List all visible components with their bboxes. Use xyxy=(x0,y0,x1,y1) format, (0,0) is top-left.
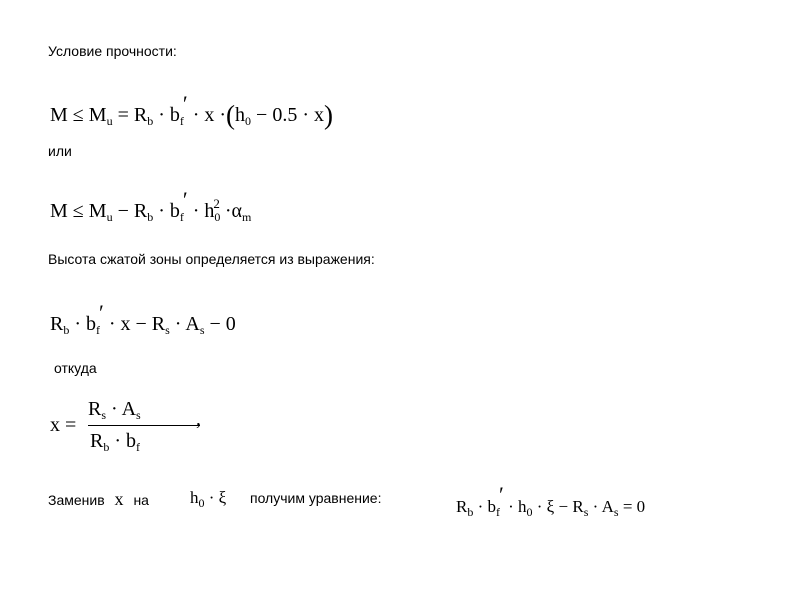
operator: = xyxy=(65,414,77,436)
symbol: R xyxy=(456,497,468,516)
symbol: x xyxy=(313,104,324,126)
symbol: h xyxy=(235,104,246,126)
operator: · xyxy=(74,313,82,335)
operator: · xyxy=(174,313,182,335)
get-equation-label: получим уравнение: xyxy=(250,490,382,506)
formula-x-fraction xyxy=(50,398,220,464)
operator: · xyxy=(111,398,118,420)
symbol: x xyxy=(204,104,215,126)
symbol: M xyxy=(50,200,68,222)
prime: ′ xyxy=(99,300,104,325)
symbol: R xyxy=(90,430,104,452)
symbol: R xyxy=(88,398,102,420)
symbol: M xyxy=(88,104,107,126)
on-word: на xyxy=(133,492,149,508)
operator: · xyxy=(477,497,484,516)
symbol: M xyxy=(50,104,68,126)
subscript: 0 xyxy=(526,505,533,519)
symbol: h xyxy=(190,488,199,507)
subscript: m xyxy=(242,210,252,224)
operator: · xyxy=(219,104,227,126)
subscript: s xyxy=(101,408,107,422)
symbol: h xyxy=(204,200,215,222)
formula-final-equation xyxy=(456,484,645,518)
heading-strength-condition: Условие прочности: xyxy=(48,43,177,59)
operator: = xyxy=(117,104,129,126)
subscript: f xyxy=(179,210,184,224)
subscript: u xyxy=(106,114,113,128)
prime: ′ xyxy=(182,187,188,212)
symbol: R xyxy=(572,497,584,516)
operator: · xyxy=(158,200,165,222)
symbol: ξ xyxy=(218,488,227,507)
subscript: 0 xyxy=(214,210,221,224)
symbol: α xyxy=(231,200,243,222)
symbol: R xyxy=(151,313,166,335)
fraction-lhs xyxy=(50,414,76,437)
subscript: u xyxy=(106,210,113,224)
subscript: f xyxy=(179,114,184,128)
or-label: или xyxy=(48,143,72,159)
symbol: R xyxy=(133,104,148,126)
operator: · xyxy=(208,488,215,507)
symbol: b xyxy=(487,497,497,516)
paren: ) xyxy=(323,100,333,130)
subscript: f xyxy=(136,440,141,454)
subscript: s xyxy=(613,505,619,519)
whence-label: откуда xyxy=(54,360,97,376)
formula-strength-condition xyxy=(50,93,333,129)
symbol: h xyxy=(518,497,527,516)
subscript: s xyxy=(165,323,170,337)
operator: ≤ xyxy=(72,200,84,222)
symbol-x: x xyxy=(114,489,124,509)
subscript: b xyxy=(467,505,474,519)
prime: ′ xyxy=(182,91,188,116)
formula-equilibrium xyxy=(50,302,236,336)
operator: · xyxy=(114,430,122,452)
prime: ′ xyxy=(499,482,504,507)
fraction-comma: , xyxy=(196,408,201,430)
heading-compressed-zone: Высота сжатой зоны определяется из выражения: xyxy=(48,251,375,267)
subscript: 0 xyxy=(245,114,252,128)
symbol: M xyxy=(88,200,107,222)
symbol: A xyxy=(185,313,200,335)
number: 0.5 xyxy=(272,104,298,126)
subscript: s xyxy=(136,408,141,422)
subscript: f xyxy=(96,323,101,337)
subscript: b xyxy=(147,210,154,224)
symbol: x xyxy=(50,414,60,436)
formula-strength-alpha xyxy=(50,189,251,223)
fraction-bar xyxy=(88,425,200,426)
operator: · xyxy=(536,497,543,516)
paren: ( xyxy=(226,100,236,130)
subscript: b xyxy=(63,323,70,337)
operator: ≤ xyxy=(72,104,84,126)
replacing-label xyxy=(48,490,149,508)
operator: · xyxy=(108,313,116,335)
symbol: ξ xyxy=(546,497,555,516)
operator: · xyxy=(192,200,200,222)
subscript: s xyxy=(583,505,589,519)
symbol: b xyxy=(126,430,137,452)
subscript: 0 xyxy=(198,496,205,510)
number: 0 xyxy=(636,497,646,516)
operator: · xyxy=(508,497,514,516)
operator: − xyxy=(135,313,147,335)
number: 0 xyxy=(225,313,236,335)
replacing-word: Заменив xyxy=(48,492,105,508)
operator: · xyxy=(302,104,309,126)
fraction-numerator xyxy=(88,398,141,423)
operator: − xyxy=(256,104,268,126)
subscript: f xyxy=(496,505,501,519)
subscript: b xyxy=(147,114,154,128)
symbol: b xyxy=(169,200,180,222)
symbol: x xyxy=(120,313,131,335)
symbol: b xyxy=(169,104,180,126)
symbol: b xyxy=(86,313,97,335)
fraction-denominator xyxy=(90,430,140,455)
operator: · xyxy=(158,104,165,126)
symbol: A xyxy=(121,398,137,420)
operator: − xyxy=(209,313,221,335)
operator: · xyxy=(592,497,599,516)
symbol: R xyxy=(50,313,64,335)
subscript: s xyxy=(199,323,205,337)
operator: · xyxy=(224,200,232,222)
subscript: b xyxy=(103,440,110,454)
formula-h0-xi xyxy=(190,489,226,509)
operator: − xyxy=(117,200,129,222)
superscript: 2 xyxy=(213,196,220,211)
operator: = xyxy=(622,497,633,516)
operator: · xyxy=(192,104,200,126)
symbol: R xyxy=(133,200,148,222)
symbol: A xyxy=(601,497,614,516)
operator: − xyxy=(558,497,569,516)
